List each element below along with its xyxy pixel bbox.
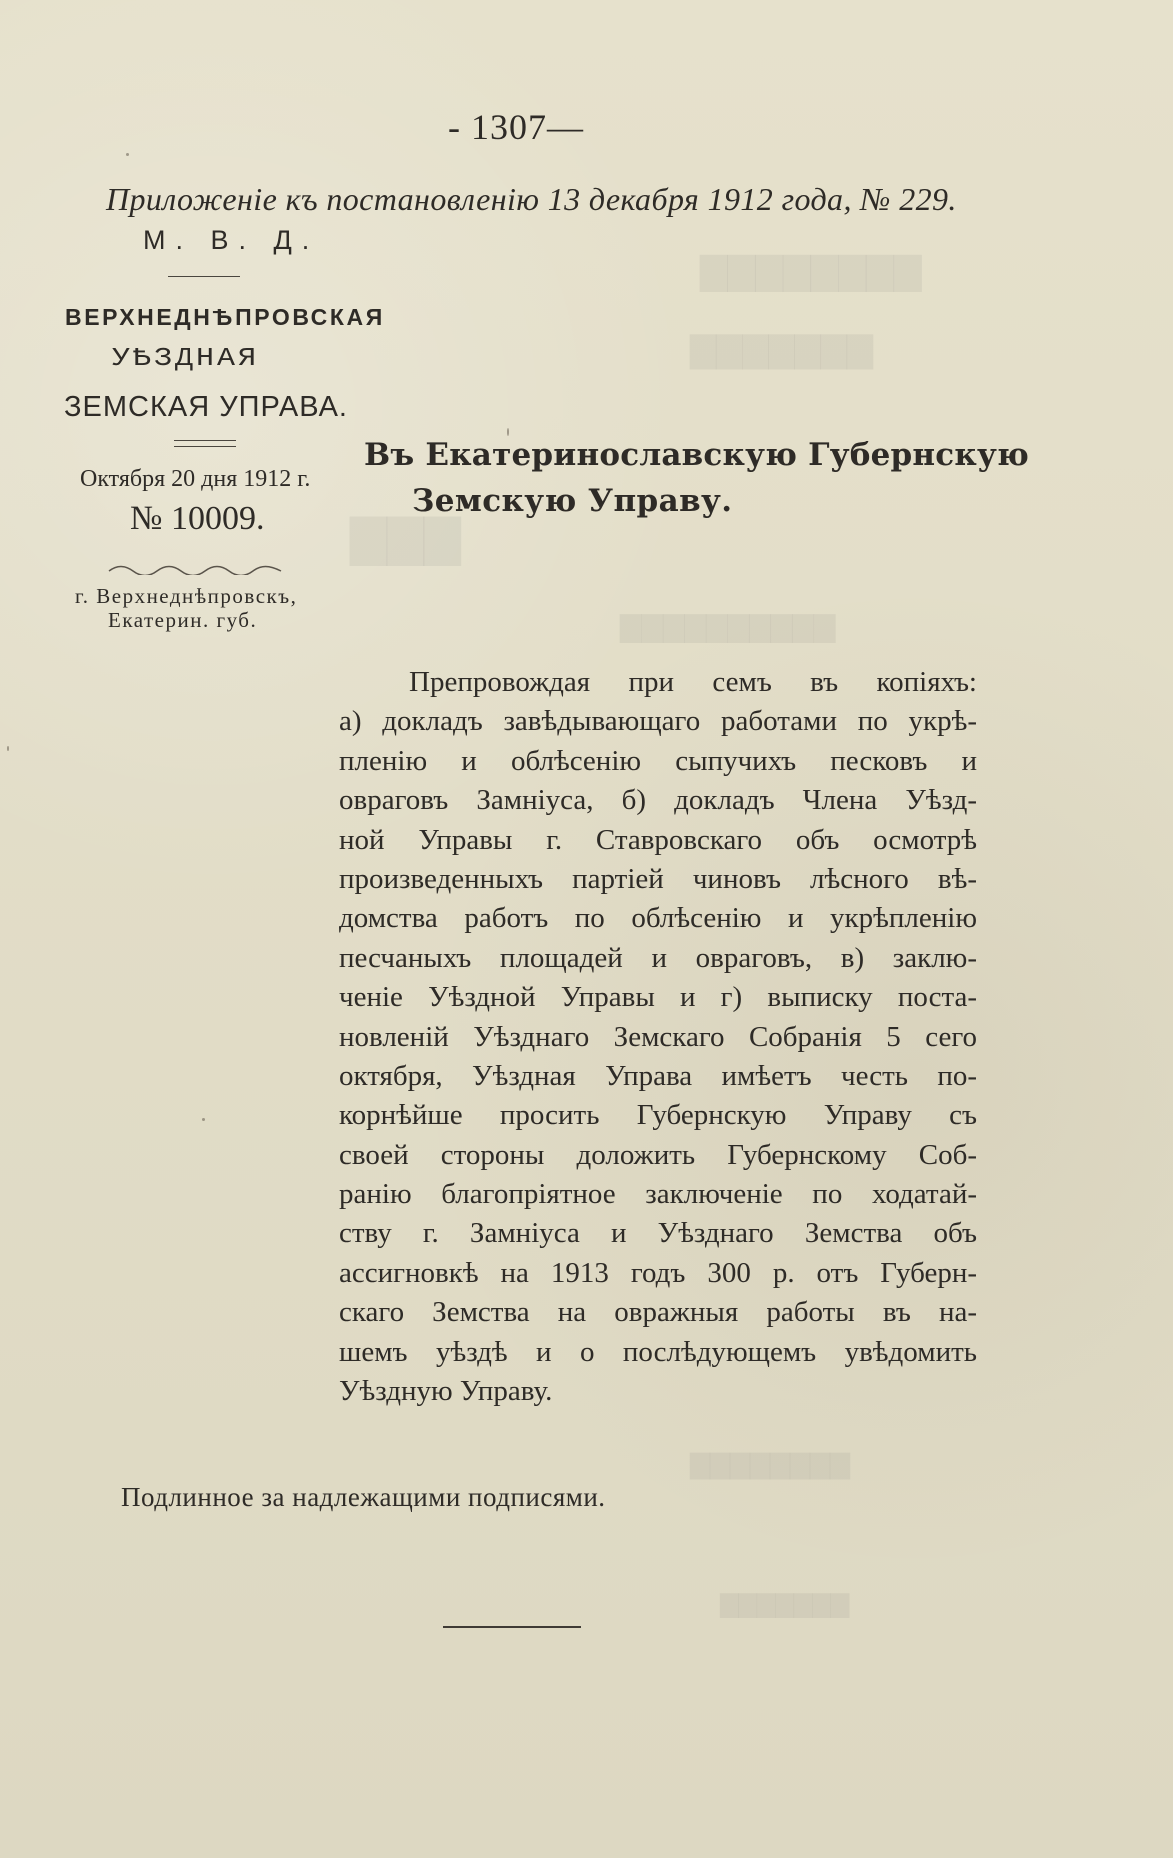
- sender-line-1: ВЕРХНЕДНѢПРОВСКАЯ: [65, 304, 385, 330]
- bleed-through-shadow: ▇▇▇▇▇▇▇: [690, 332, 874, 369]
- body-line: ной Управы г. Ставровскаго объ осмотрѣ: [339, 823, 977, 856]
- body-line: Препровождая при семъ въ копіяхъ:: [409, 666, 977, 698]
- body-line: октября, Уѣздная Управа имѣетъ честь по-: [339, 1059, 977, 1092]
- signature-note: Подлинное за надлежащими подписями.: [121, 1482, 606, 1512]
- ministry-label: М. В. Д.: [143, 225, 320, 255]
- sender-place-line-2: Екатерин. губ.: [108, 608, 258, 632]
- paper-speck: [7, 746, 9, 751]
- letter-number: № 10009.: [130, 500, 265, 537]
- body-line: ству г. Замніуса и Уѣзднаго Земства объ: [339, 1217, 977, 1250]
- body-line: ранію благопріятное заключеніе по ходатай-: [339, 1178, 977, 1211]
- body-line: Уѣздную Управу.: [339, 1375, 553, 1408]
- sender-place-line-1: г. Верхнеднѣпровскъ,: [75, 584, 298, 608]
- letter-date: Октября 20 дня 1912 г.: [80, 466, 311, 492]
- paper-speck: [202, 1118, 205, 1121]
- bleed-through-shadow: ▇▇▇▇▇▇▇: [720, 1592, 850, 1618]
- paper-speck: [507, 428, 509, 436]
- separator-rule: [168, 276, 240, 277]
- appendix-reference: Приложеніе къ постановленію 13 декабря 1912 года, № 229.: [106, 181, 957, 217]
- body-line: шемъ уѣздѣ и о послѣдующемъ увѣдомить: [339, 1335, 977, 1368]
- bleed-through-shadow: ▇▇▇▇▇▇▇▇▇▇: [620, 612, 836, 643]
- bleed-through-shadow: ▇▇▇▇▇▇▇▇: [700, 251, 922, 291]
- body-line: ченіе Уѣздной Управы и г) выписку поста-: [339, 981, 977, 1014]
- recipient-line-1: Въ Екатеринославскую Губернскую: [364, 437, 1029, 473]
- sender-line-3: ЗЕМСКАЯ УПРАВА.: [64, 391, 348, 423]
- decorative-flourish: [107, 563, 283, 575]
- double-separator-rule: [174, 440, 236, 447]
- body-line: произведенныхъ партіей чиновъ лѣсного вѣ-: [339, 862, 977, 895]
- body-line: домства работъ по облѣсенію и укрѣпленію: [339, 902, 977, 935]
- paper-speck: [126, 153, 129, 156]
- closing-rule: [443, 1626, 581, 1628]
- body-line: овраговъ Замніуса, б) докладъ Члена Уѣзд-: [339, 784, 977, 817]
- sender-line-2: УѢЗДНАЯ: [112, 344, 260, 374]
- body-line: своей стороны доложить Губернскому Соб-: [339, 1138, 977, 1171]
- body-line: новленій Уѣзднаго Земскаго Собранія 5 сего: [339, 1020, 977, 1053]
- letter-body: [339, 663, 977, 1411]
- recipient-line-2: Земскую Управу.: [412, 483, 733, 519]
- body-line: корнѣйше просить Губернскую Управу съ: [339, 1099, 977, 1132]
- body-line: ассигновкѣ на 1913 годъ 300 р. отъ Губерн-: [339, 1256, 977, 1289]
- bleed-through-shadow: ▇▇▇: [350, 512, 461, 565]
- body-line: скаго Земства на овражныя работы въ на-: [339, 1296, 977, 1329]
- body-line: песчаныхъ площадей и овраговъ, в) заклю-: [339, 941, 977, 974]
- bleed-through-shadow: ▇▇▇▇▇▇▇▇: [690, 1450, 850, 1479]
- body-line: а) докладъ завѣдывающаго работами по укрѣ-: [339, 705, 977, 738]
- body-line: пленію и облѣсенію сыпучихъ песковъ и: [339, 744, 977, 777]
- page-number: - 1307—: [448, 107, 584, 147]
